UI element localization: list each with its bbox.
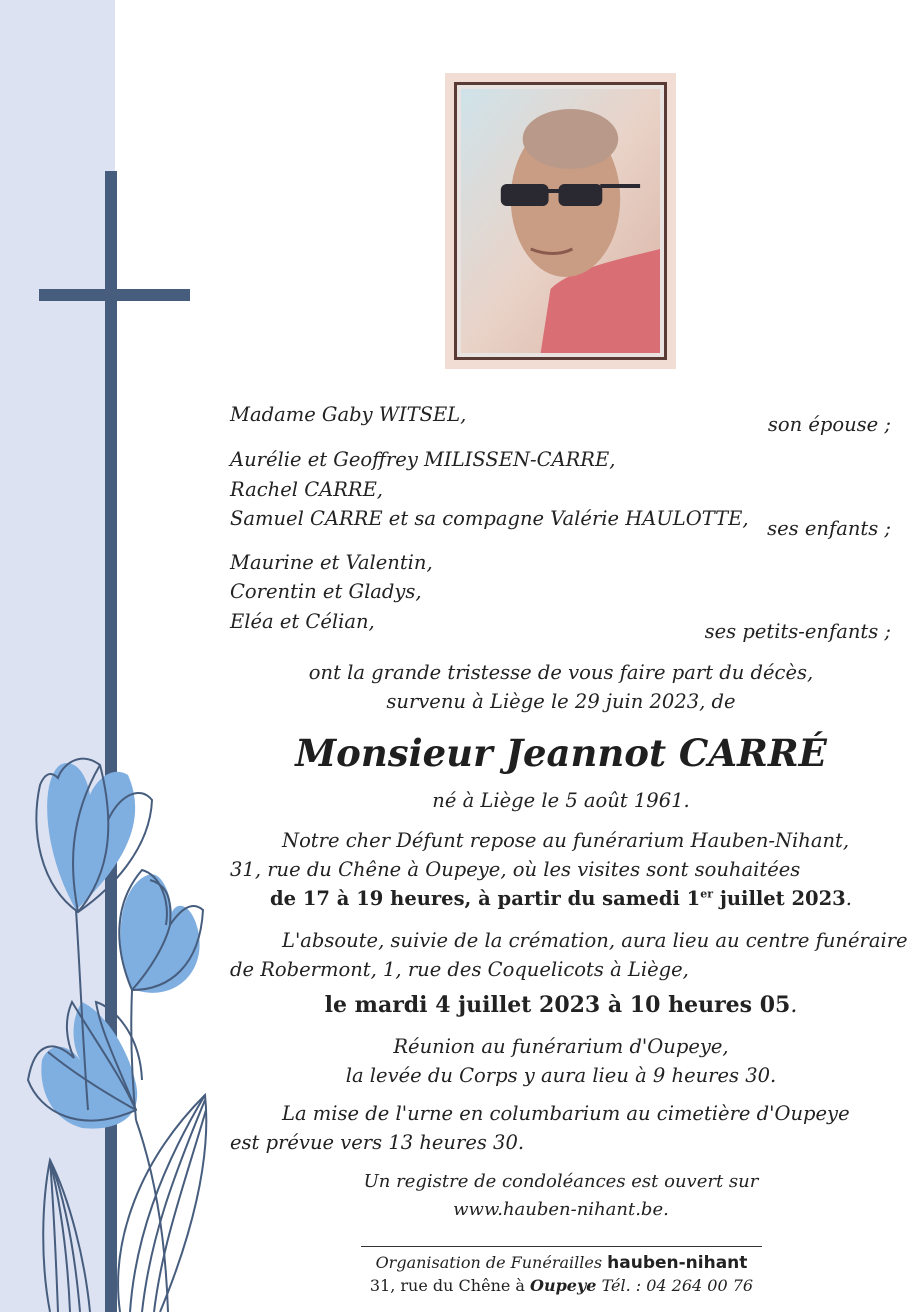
register-line: Un registre de condoléances est ouvert sur bbox=[363, 1171, 759, 1192]
tulip-flowers-icon bbox=[0, 740, 230, 1312]
register-link[interactable]: www.hauben-nihant.be. bbox=[453, 1199, 669, 1220]
child-name: Rachel CARRE, bbox=[230, 478, 384, 501]
cross-icon-horizontal bbox=[39, 289, 190, 301]
portrait-frame bbox=[445, 73, 676, 369]
deceased-name: Monsieur Jeannot CARRÉ bbox=[295, 731, 827, 775]
footer-divider bbox=[361, 1246, 762, 1247]
visitation-hours-end: . bbox=[845, 887, 852, 910]
spouse-name: Madame Gaby WITSEL, bbox=[230, 403, 467, 426]
ceremony-line: de Robermont, 1, rue des Coquelicots à Liège, bbox=[230, 958, 689, 981]
visitation-hours-text: de 17 à 19 heures, à partir du samedi 1 bbox=[270, 887, 701, 910]
spouse-relation: son épouse ; bbox=[767, 413, 891, 436]
footer-address-town: Oupeye bbox=[530, 1276, 597, 1295]
visitation-hours-sup: er bbox=[700, 887, 714, 901]
portrait-photo bbox=[454, 82, 667, 360]
footer-address-street: 31, rue du Chêne à bbox=[369, 1276, 531, 1295]
visitation-line: Notre cher Défunt repose au funérarium Hauben-Nihant, bbox=[282, 829, 850, 852]
ceremony-line: L'absoute, suivie de la crémation, aura lieu au centre funéraire bbox=[282, 929, 908, 952]
ceremony-date-text: le mardi 4 juillet 2023 à 10 heures 05 bbox=[324, 992, 791, 1018]
grandchild-name: Maurine et Valentin, bbox=[230, 551, 433, 574]
grandchildren-relation: ses petits-enfants ; bbox=[704, 620, 891, 643]
birth-info: né à Liège le 5 août 1961. bbox=[432, 789, 690, 812]
ceremony-date-end: . bbox=[790, 993, 798, 1018]
ceremony-date bbox=[230, 990, 892, 1021]
footer-phone: Tél. : 04 264 00 76 bbox=[601, 1276, 754, 1295]
visitation-hours bbox=[230, 884, 892, 914]
brand-logo: hauben-nihant bbox=[607, 1253, 748, 1273]
grandchild-name: Corentin et Gladys, bbox=[230, 580, 422, 603]
child-name: Samuel CARRE et sa compagne Valérie HAULOTTE, bbox=[230, 507, 749, 530]
announcement-line: survenu à Liège le 29 juin 2023, de bbox=[386, 690, 736, 713]
urn-line: est prévue vers 13 heures 30. bbox=[230, 1131, 525, 1154]
children-relation: ses enfants ; bbox=[767, 517, 891, 540]
announcement-line: ont la grande tristesse de vous faire part du décès, bbox=[308, 661, 814, 684]
urn-line: La mise de l'urne en columbarium au cimetière d'Oupeye bbox=[282, 1102, 850, 1125]
meeting-line: Réunion au funérarium d'Oupeye, bbox=[393, 1035, 729, 1058]
child-name: Aurélie et Geoffrey MILISSEN-CARRE, bbox=[230, 448, 616, 471]
visitation-hours-month: juillet 2023 bbox=[713, 887, 846, 910]
footer-address bbox=[361, 1275, 762, 1297]
visitation-line: 31, rue du Chêne à Oupeye, où les visites sont souhaitées bbox=[230, 858, 801, 881]
grandchild-name: Eléa et Célian, bbox=[230, 610, 375, 633]
meeting-line: la levée du Corps y aura lieu à 9 heures 30. bbox=[345, 1064, 777, 1087]
footer-org-label: Organisation de Funérailles bbox=[375, 1253, 603, 1272]
footer-organisation bbox=[361, 1252, 762, 1274]
